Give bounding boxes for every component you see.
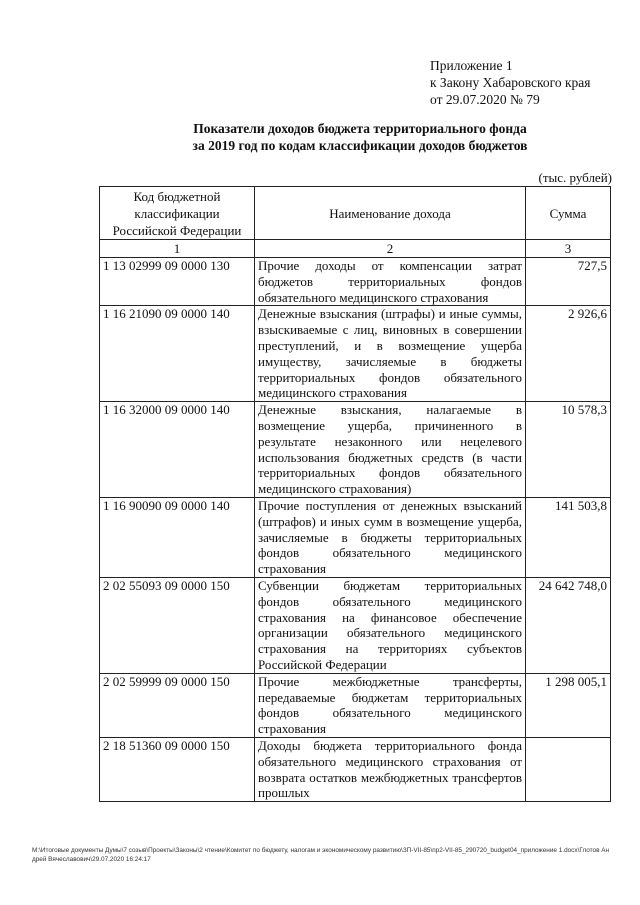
document-title	[100, 120, 620, 154]
row-sum	[526, 737, 611, 801]
table-row	[100, 673, 611, 737]
row-code: 1 16 21090 09 0000 140	[100, 306, 255, 402]
row-name: Прочие доходы от компенсации затрат бюджетов территориальных фондов обязательного медицинского страхования	[255, 258, 526, 306]
header-name: Наименование дохода	[255, 187, 526, 240]
row-name: Прочие межбюджетные трансферты, передаваемые бюджетам территориальных фондов обязательного медицинского страхования	[255, 673, 526, 737]
row-code: 1 13 02999 09 0000 130	[100, 258, 255, 306]
row-sum: 24 642 748,0	[526, 577, 611, 673]
row-code: 1 16 32000 09 0000 140	[100, 402, 255, 498]
row-sum: 1 298 005,1	[526, 673, 611, 737]
title-line-2: за 2019 год по кодам классификации доходов бюджетов	[192, 138, 528, 153]
row-sum: 2 926,6	[526, 306, 611, 402]
appendix-heading	[430, 57, 591, 108]
file-path-footer: М:\Итоговые документы Думы\7 созыв\Проекты\Законы\2 чтение\Комитет по бюджету, налогам и экономическому развитию\ЗП-VII-85\пр2-VII-85_290720_budget04_приложение 1.docx\Глотов Андрей Вячеславович\29.07.2020 16:24:17	[32, 847, 610, 863]
table-row	[100, 737, 611, 801]
row-name: Субвенции бюджетам территориальных фондов обязательного медицинского страхования на финансовое обеспечение организации обязательного медицинского страхования на территориях субъектов Российской Федерации	[255, 577, 526, 673]
header-code: Код бюджетной классификации Российской Федерации	[100, 187, 255, 240]
income-table	[99, 186, 611, 802]
column-number-row	[100, 240, 611, 258]
row-code: 2 02 59999 09 0000 150	[100, 673, 255, 737]
row-code: 1 16 90090 09 0000 140	[100, 497, 255, 577]
appendix-line-3: от 29.07.2020 № 79	[430, 92, 540, 107]
row-sum: 10 578,3	[526, 402, 611, 498]
row-sum: 727,5	[526, 258, 611, 306]
units-label: (тыс. рублей)	[538, 170, 612, 185]
table-row	[100, 577, 611, 673]
row-name: Денежные взыскания (штрафы) и иные суммы, взыскиваемые с лиц, виновных в совершении преступлений, и в возмещение ущерба имуществу, зачисляемые в бюджеты территориальных фондов обязательного медицинского страхования	[255, 306, 526, 402]
table-row	[100, 402, 611, 498]
column-number-1: 1	[100, 240, 255, 258]
appendix-line-1: Приложение 1	[430, 58, 513, 73]
column-number-2: 2	[255, 240, 526, 258]
row-name: Денежные взыскания, налагаемые в возмещение ущерба, причиненного в результате незаконного или нецелевого использования бюджетных средств (в части территориальных фондов обязательного медицинского страхования)	[255, 402, 526, 498]
row-name: Доходы бюджета территориального фонда обязательного медицинского страхования от возврата остатков межбюджетных трансфертов прошлых	[255, 737, 526, 801]
header-sum: Сумма	[526, 187, 611, 240]
row-code: 2 02 55093 09 0000 150	[100, 577, 255, 673]
row-name: Прочие поступления от денежных взысканий (штрафов) и иных сумм в возмещение ущерба, зачисляемые в бюджеты территориальных фондов обязательного медицинского страхования	[255, 497, 526, 577]
table-row	[100, 306, 611, 402]
column-number-3: 3	[526, 240, 611, 258]
row-code: 2 18 51360 09 0000 150	[100, 737, 255, 801]
title-line-1: Показатели доходов бюджета территориального фонда	[193, 121, 527, 136]
row-sum: 141 503,8	[526, 497, 611, 577]
table-row	[100, 258, 611, 306]
page-cut	[99, 830, 611, 905]
appendix-line-2: к Закону Хабаровского края	[430, 75, 591, 90]
table-row	[100, 497, 611, 577]
table-header-row	[100, 187, 611, 240]
